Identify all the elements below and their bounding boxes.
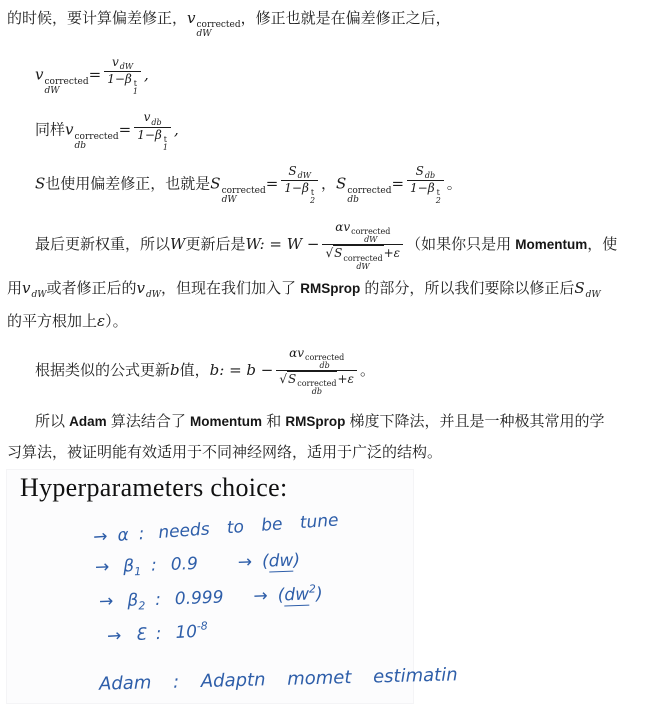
paragraph-s-correction [7, 164, 658, 205]
math-beta: 1−β [410, 180, 435, 195]
math-w: W [170, 235, 186, 254]
fraction-denominator [276, 370, 357, 396]
fraction-denominator [407, 180, 444, 205]
text-run: 也使用偏差修正，也就是 [45, 175, 211, 193]
board-title: Hyperparameters choice: [20, 473, 288, 502]
math-sup: corrected [347, 185, 392, 196]
handwritten-line-beta2 [99, 582, 323, 614]
math-v: v [35, 65, 44, 84]
beta2-subscript: 2 [138, 599, 146, 613]
math-scripts [163, 136, 168, 152]
math-sub: dW [119, 62, 134, 72]
text-run: 所以 [35, 412, 70, 430]
spacer [224, 602, 254, 603]
math-sub: dW [31, 289, 47, 300]
fraction-numerator [104, 55, 141, 71]
math-sub: dW [221, 194, 237, 205]
fraction [104, 55, 141, 96]
fraction [281, 164, 318, 205]
sqrt-symbol: √ [279, 371, 287, 386]
paragraph-w-update [7, 220, 658, 270]
paragraph-adam-summary-2 [7, 442, 658, 463]
math-sup: corrected [297, 378, 337, 388]
colon: : [155, 623, 163, 645]
beta2-symbol: β [126, 590, 139, 611]
beta1-value: 0.9 [170, 553, 199, 575]
math-scripts [425, 172, 435, 180]
math-sup: corrected [196, 20, 241, 31]
math-sub: 1 [162, 142, 168, 152]
math-v: v [136, 278, 146, 297]
math-sub: db [319, 360, 330, 370]
paragraph-b-update [7, 346, 658, 396]
comma: ， [321, 175, 337, 193]
math-scripts [297, 380, 336, 396]
spacer [145, 538, 159, 539]
colon: : [137, 524, 146, 545]
handwritten-line-alpha [93, 510, 340, 547]
colon: : [150, 555, 158, 576]
bold-adam: Adam [69, 413, 107, 429]
math-b: b [170, 360, 180, 379]
arrow-icon: → [94, 557, 110, 578]
math-scripts [133, 80, 138, 96]
math-sub: dW [146, 289, 162, 300]
math-sup: corrected [304, 352, 345, 362]
text-run: 习算法，被证明能有效适用于不同神经网络，适用于广泛的结构。 [7, 443, 443, 461]
math-s: S [288, 371, 297, 386]
math-sub: dW [364, 235, 378, 245]
fraction [276, 346, 357, 396]
bold-momentum: Momentum [190, 413, 263, 429]
math-scripts [436, 189, 441, 205]
spacer [198, 568, 238, 569]
math-v: v [187, 9, 196, 27]
spacer [122, 640, 136, 641]
fraction [322, 220, 403, 270]
beta1-subscript: 1 [134, 564, 142, 579]
text-run: 的平方根加上 [7, 312, 98, 330]
paragraph-intro [7, 8, 658, 39]
math-scripts [586, 291, 601, 300]
text-run: 同样 [35, 122, 66, 140]
math-beta: 1−β [137, 127, 162, 142]
math-sub: db [74, 141, 87, 152]
epsilon-symbol: Ɛ [134, 624, 147, 646]
paragraph-sqrt-note [7, 311, 658, 332]
fraction-numerator [322, 220, 403, 244]
text-run: 梯度下降法，并且是一种极其常用的学 [345, 412, 605, 430]
dw2-note-open: ( [277, 585, 285, 606]
plus-epsilon: +ε [337, 371, 354, 386]
math-s: S [574, 278, 585, 297]
math-sup: t [436, 188, 440, 198]
text-run: ，使 [587, 236, 618, 254]
text-run: 或者修正后的 [46, 279, 137, 297]
formula-vdb [7, 110, 658, 151]
comma: , [143, 65, 149, 84]
math-v: v [22, 278, 31, 297]
fraction-denominator [134, 127, 171, 152]
math-scripts [146, 291, 161, 300]
math-scripts [32, 291, 47, 300]
spacer [162, 638, 176, 639]
fraction [407, 164, 444, 205]
arrow-icon: → [92, 526, 109, 548]
math-sub: dW [196, 29, 212, 40]
equals-sign: = [391, 174, 405, 193]
math-s: S [35, 174, 46, 193]
sqrt-symbol: √ [325, 246, 334, 261]
math-scripts [298, 172, 311, 180]
spacer [129, 539, 139, 540]
plus-epsilon: +ε [383, 246, 401, 261]
handwritten-caption-adam: Adam : Adaptn momet estimatin [98, 664, 458, 695]
math-scripts [151, 119, 161, 127]
math-sub: db [151, 117, 162, 127]
math-v: v [112, 55, 119, 70]
math-scripts [351, 228, 390, 244]
math-sup: t [163, 134, 168, 144]
math-assignment: W: = W − [245, 235, 320, 254]
math-sub: db [311, 386, 322, 396]
math-s: S [334, 246, 343, 261]
math-s: S [288, 163, 297, 178]
math-v: v [143, 110, 151, 125]
math-epsilon: ε [97, 311, 106, 330]
alpha-symbol: α [116, 525, 130, 546]
math-scripts [75, 133, 119, 151]
text-run: 最后更新权重，所以 [35, 236, 171, 254]
whiteboard-image [7, 470, 458, 703]
math-s: S [415, 163, 424, 178]
handwritten-line-beta1 [95, 550, 301, 579]
text-run: 值， [179, 361, 210, 379]
paragraph-adam-summary [7, 411, 658, 432]
math-scripts [343, 255, 382, 271]
fraction-numerator [281, 164, 318, 180]
math-sub: 2 [435, 196, 441, 206]
text-run: 算法结合了 [106, 412, 191, 430]
text-run: ）。 [105, 312, 128, 330]
text-run: 的时候，要计算偏差修正， [7, 10, 188, 27]
text-run: 和 [262, 412, 286, 430]
math-sub: dW [297, 170, 311, 180]
math-sub: dW [44, 85, 60, 96]
epsilon-value: 10 [174, 621, 198, 644]
formula-vdw [7, 55, 658, 96]
fraction [134, 110, 171, 151]
math-sub: 2 [309, 196, 316, 206]
equals-sign: = [265, 174, 279, 193]
math-sup: corrected [343, 253, 383, 263]
arrow-icon: → [106, 625, 122, 647]
radicand [287, 371, 337, 396]
bold-rmsprop: RMSprop [285, 413, 346, 429]
text-run: （如果你只是用 [406, 236, 516, 254]
math-sup: corrected [44, 76, 89, 87]
fraction-denominator [281, 180, 318, 205]
radicand [333, 245, 383, 270]
math-scripts [347, 187, 391, 205]
math-sub: dW [585, 289, 601, 300]
dw2-note: dw [284, 584, 310, 606]
text-run: ，修正也就是在偏差修正之后， [240, 10, 451, 27]
math-assignment: b: = b − [209, 360, 274, 379]
math-scripts [310, 189, 315, 205]
bold-rmsprop: RMSprop [300, 280, 361, 296]
math-s: S [336, 174, 347, 193]
dw-note: dw [268, 550, 294, 572]
math-sup: t [133, 79, 137, 89]
arrow-icon: → [98, 591, 114, 612]
period: 。 [446, 175, 462, 193]
beta1-symbol: β [122, 556, 135, 577]
dw2-note-exponent: 2 [308, 582, 317, 596]
math-alpha-v: αv [289, 345, 304, 360]
equals-sign: = [88, 65, 102, 84]
handwritten-line-epsilon [106, 619, 208, 646]
text-run: 更新后是 [185, 236, 246, 254]
epsilon-exponent: -8 [196, 619, 209, 633]
math-sup: corrected [351, 227, 391, 237]
math-scripts [305, 354, 344, 370]
spacer [108, 541, 118, 542]
text-run: 根据类似的公式更新 [35, 361, 171, 379]
arrow-icon: → [237, 552, 253, 573]
math-s: S [210, 174, 221, 193]
text-run: 用 [7, 279, 23, 297]
math-sup: corrected [221, 185, 266, 196]
math-scripts [197, 21, 241, 39]
fraction-numerator [407, 164, 444, 180]
bold-momentum: Momentum [515, 237, 588, 253]
spacer [146, 639, 156, 640]
math-sub: db [424, 170, 436, 180]
colon: : [154, 589, 162, 610]
equals-sign: = [118, 121, 132, 140]
dw-note-close: ) [293, 550, 301, 571]
math-sub: db [347, 194, 359, 205]
math-sub: dW [356, 261, 370, 271]
math-alpha-v: αv [335, 220, 351, 235]
dw2-note-close: ) [315, 584, 324, 605]
math-beta: 1−β [107, 72, 132, 87]
text-run: 的部分，所以我们要除以修正后 [360, 279, 575, 297]
math-sup: corrected [74, 132, 119, 143]
math-sup: t [310, 188, 315, 198]
math-scripts [44, 78, 88, 96]
fraction-numerator [276, 346, 357, 370]
math-scripts [222, 187, 266, 205]
comma: , [173, 121, 179, 140]
beta2-value: 0.999 [174, 587, 224, 610]
alpha-note: needs to be tune [157, 510, 340, 543]
math-v: v [65, 121, 74, 140]
fraction-denominator [104, 71, 141, 96]
period: 。 [359, 361, 375, 379]
fraction-numerator [134, 110, 171, 126]
math-sub: 1 [132, 87, 138, 97]
arrow-icon: → [253, 586, 269, 607]
text-run: ，但现在我们加入了 [161, 279, 301, 297]
fraction-denominator [322, 244, 403, 270]
math-scripts [120, 63, 133, 71]
dw-note-open: ( [261, 551, 270, 572]
paragraph-continuation [7, 278, 658, 300]
math-beta: 1−β [284, 180, 309, 195]
